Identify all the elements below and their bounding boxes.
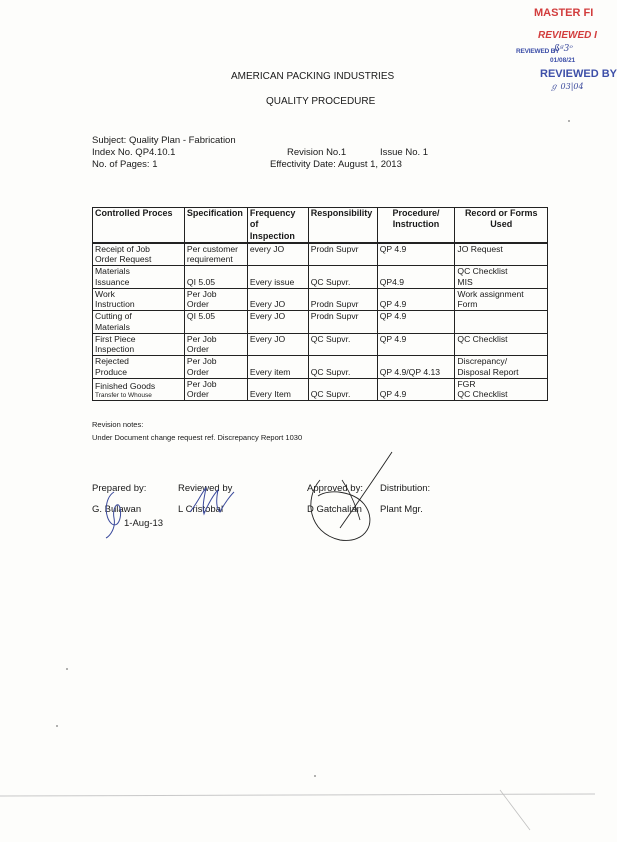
table-cell-proc <box>377 378 455 400</box>
approved-signature <box>300 448 400 548</box>
table-cell-spec <box>184 378 247 400</box>
table-cell-freq <box>247 333 308 355</box>
cell-line: QI 5.05 <box>186 276 216 287</box>
cell-line: Order <box>186 389 209 400</box>
table-cell-proc <box>377 311 455 333</box>
reviewed-by-label: Reviewed by <box>178 483 233 494</box>
column-header-responsibility: Responsibility <box>308 208 377 243</box>
table-cell-process <box>93 311 185 333</box>
cell-line: QP 4.9 <box>379 243 407 254</box>
cell-line: Prodn Supvr <box>310 311 359 322</box>
cell-line: Cutting of <box>95 311 132 322</box>
cell-line <box>380 322 453 333</box>
table-cell-resp <box>308 311 377 333</box>
cell-line <box>457 322 545 333</box>
table-cell-resp <box>308 288 377 310</box>
cell-line: QP 4.9/QP 4.13 <box>379 366 441 377</box>
cell-line: Form <box>457 299 478 310</box>
cell-line <box>250 344 306 355</box>
cell-line <box>380 289 453 300</box>
cell-line: Per customer <box>186 243 238 254</box>
cell-line: Order Request <box>95 254 152 265</box>
table-cell-freq <box>247 243 308 266</box>
table-cell-record <box>455 378 548 400</box>
cell-line: Every JO <box>249 299 286 310</box>
table-cell-resp <box>308 378 377 400</box>
quality-plan-table <box>92 207 548 401</box>
table-cell-process <box>93 378 185 400</box>
cell-line: requirement <box>186 254 233 265</box>
cell-line: Per Job <box>186 288 217 299</box>
distribution-name: Plant Mgr. <box>380 504 423 515</box>
cell-line: Per Job <box>186 333 217 344</box>
prepared-by-label: Prepared by: <box>92 483 147 494</box>
cell-line: Disposal Report <box>457 366 519 377</box>
reviewed-by-stamp-bottom: REVIEWED BY <box>540 68 617 80</box>
cell-line: Order <box>186 366 209 377</box>
bottom-edge-lines <box>0 790 595 842</box>
cell-line: QC Supvr. <box>310 389 351 400</box>
cell-line: Issuance <box>95 276 130 287</box>
cell-line: QP 4.9 <box>379 333 407 344</box>
scan-speck <box>568 120 570 122</box>
table-cell-freq <box>247 311 308 333</box>
table-row <box>93 243 548 266</box>
cell-line <box>311 289 375 300</box>
cell-line <box>457 344 545 355</box>
column-header-frequency: Frequency of Inspection <box>247 208 308 243</box>
cell-line: Every issue <box>249 276 295 287</box>
subject-line: Subject: Quality Plan - Fabrication <box>92 135 236 146</box>
table-cell-record <box>455 311 548 333</box>
table-row <box>93 356 548 378</box>
table-cell-process <box>93 266 185 288</box>
cell-line: First Piece <box>95 333 136 344</box>
cell-line: Transfer to Whouse <box>95 391 152 399</box>
cell-line: Per Job <box>186 356 217 367</box>
revision-notes-body: Under Document change request ref. Discrepancy Report 1030 <box>92 433 303 442</box>
table-cell-record <box>455 356 548 378</box>
cell-line: Discrepancy/ <box>457 356 508 367</box>
cell-line <box>250 289 306 300</box>
reviewed-by-stamp: REVIEWED BY <box>516 48 560 55</box>
cell-line: every JO <box>249 243 285 254</box>
master-file-stamp: MASTER FI <box>534 7 594 19</box>
cell-line: Per Job <box>186 378 217 389</box>
revision-number: Revision No.1 <box>287 147 347 158</box>
table-row <box>93 311 548 333</box>
cell-line <box>187 266 245 277</box>
number-of-pages: No. of Pages: 1 <box>92 159 158 170</box>
cell-line: QP 4.9 <box>379 311 407 322</box>
table-row <box>93 378 548 400</box>
prepared-by-name: G. Bulawan <box>92 504 142 515</box>
table-cell-process <box>93 333 185 355</box>
cell-line: Rejected <box>95 356 129 367</box>
cell-line <box>187 322 245 333</box>
table-cell-freq <box>247 356 308 378</box>
cell-line: Finished Goods <box>95 381 156 392</box>
cell-line: Every item <box>249 366 291 377</box>
table-cell-record <box>455 333 548 355</box>
cell-line <box>250 356 306 367</box>
cell-line <box>380 266 453 277</box>
column-header-specification: Specification <box>184 208 247 243</box>
column-header-record: Record or Forms Used <box>455 208 548 243</box>
cell-line: Materials <box>95 321 130 332</box>
cell-line <box>457 311 545 322</box>
prepared-signature <box>100 488 140 540</box>
table-row <box>93 288 548 310</box>
prepared-date: 1-Aug-13 <box>124 518 164 529</box>
table-row <box>93 266 548 288</box>
table-cell-process <box>93 288 185 310</box>
cell-line: Materials <box>95 266 130 277</box>
cell-line <box>311 344 375 355</box>
table-cell-record <box>455 243 548 266</box>
table-cell-resp <box>308 356 377 378</box>
reviewed-stamp-top: REVIEWED I <box>538 30 597 41</box>
cell-line: Receipt of Job <box>95 243 150 254</box>
cell-line: QC Supvr. <box>310 366 351 377</box>
cell-line: Prodn Supvr <box>310 243 359 254</box>
table-header-row <box>93 208 548 243</box>
document-type: QUALITY PROCEDURE <box>266 96 376 107</box>
cell-line: Produce <box>95 366 128 377</box>
cell-line: Order <box>186 344 209 355</box>
reviewed-by-name: L Cristobal <box>178 504 224 515</box>
issue-number: Issue No. 1 <box>380 147 429 158</box>
cell-line: Inspection <box>95 344 135 355</box>
cell-line: QC Checklist <box>457 389 508 400</box>
index-number: Index No. QP4.10.1 <box>92 147 176 158</box>
approved-by-name: D Gatchalian <box>307 504 362 515</box>
scan-speck <box>314 775 316 777</box>
scan-speck <box>66 668 68 670</box>
column-header-process: Controlled Proces <box>93 208 185 243</box>
table-cell-spec <box>184 311 247 333</box>
table-cell-spec <box>184 333 247 355</box>
table-cell-record <box>455 266 548 288</box>
table-cell-process <box>93 356 185 378</box>
table-cell-proc <box>377 288 455 310</box>
cell-line <box>311 379 375 390</box>
scan-speck <box>56 725 58 727</box>
table-cell-spec <box>184 243 247 266</box>
table-cell-spec <box>184 266 247 288</box>
effectivity-date: Effectivity Date: August 1, 2013 <box>270 159 402 170</box>
cell-line: Order <box>186 299 209 310</box>
cell-line: QC Checklist <box>457 266 508 277</box>
cell-line <box>380 379 453 390</box>
column-header-procedure: Procedure/ Instruction <box>377 208 455 243</box>
table-cell-freq <box>247 266 308 288</box>
table-cell-spec <box>184 288 247 310</box>
table-cell-record <box>455 288 548 310</box>
table-cell-resp <box>308 243 377 266</box>
cell-line: Work <box>95 288 115 299</box>
table-cell-proc <box>377 356 455 378</box>
table-row <box>93 333 548 355</box>
cell-line <box>311 254 375 265</box>
cell-line: QC Supvr. <box>310 276 351 287</box>
table-cell-process <box>93 243 185 266</box>
cell-line: QP 4.9 <box>379 389 407 400</box>
cell-line: FGR <box>457 378 476 389</box>
cell-line <box>250 322 306 333</box>
table-cell-resp <box>308 266 377 288</box>
cell-line <box>250 379 306 390</box>
cell-line: QC Checklist <box>457 333 508 344</box>
table-cell-resp <box>308 333 377 355</box>
table-cell-freq <box>247 288 308 310</box>
cell-line: MIS <box>457 276 473 287</box>
cell-line: Instruction <box>95 299 135 310</box>
reviewed-date-stamp: 01/08/21 <box>550 57 576 64</box>
cell-line <box>380 344 453 355</box>
reviewer-initials-scribble: ßᵍ3ᵒ <box>554 44 573 54</box>
table-cell-proc <box>377 243 455 266</box>
reviewed-date-handwriting: ℊ 03|04 <box>550 82 584 91</box>
revision-notes-title: Revision notes: <box>92 420 144 429</box>
cell-line <box>311 322 375 333</box>
cell-line: Every JO <box>249 333 286 344</box>
cell-line <box>311 266 375 277</box>
cell-line <box>380 356 453 367</box>
table-cell-spec <box>184 356 247 378</box>
cell-line <box>250 254 306 265</box>
cell-line <box>311 356 375 367</box>
approved-by-label: Approved by: <box>307 483 363 494</box>
cell-line: Every Item <box>249 389 291 400</box>
cell-line: Prodn Supvr <box>310 299 359 310</box>
cell-line: JO Request <box>457 243 503 254</box>
reviewed-signature <box>186 484 236 518</box>
cell-line <box>380 254 453 265</box>
company-name: AMERICAN PACKING INDUSTRIES <box>231 71 395 82</box>
cell-line: QP 4.9 <box>379 299 407 310</box>
cell-line: QC Supvr. <box>310 333 351 344</box>
cell-line: QI 5.05 <box>186 311 216 322</box>
distribution-label: Distribution: <box>380 483 431 494</box>
cell-line: Work assignment <box>457 288 524 299</box>
cell-line <box>250 266 306 277</box>
cell-line: Every JO <box>249 311 286 322</box>
table-cell-freq <box>247 378 308 400</box>
table-cell-proc <box>377 266 455 288</box>
table-cell-proc <box>377 333 455 355</box>
cell-line <box>457 254 545 265</box>
cell-line: QP4.9 <box>379 276 405 287</box>
